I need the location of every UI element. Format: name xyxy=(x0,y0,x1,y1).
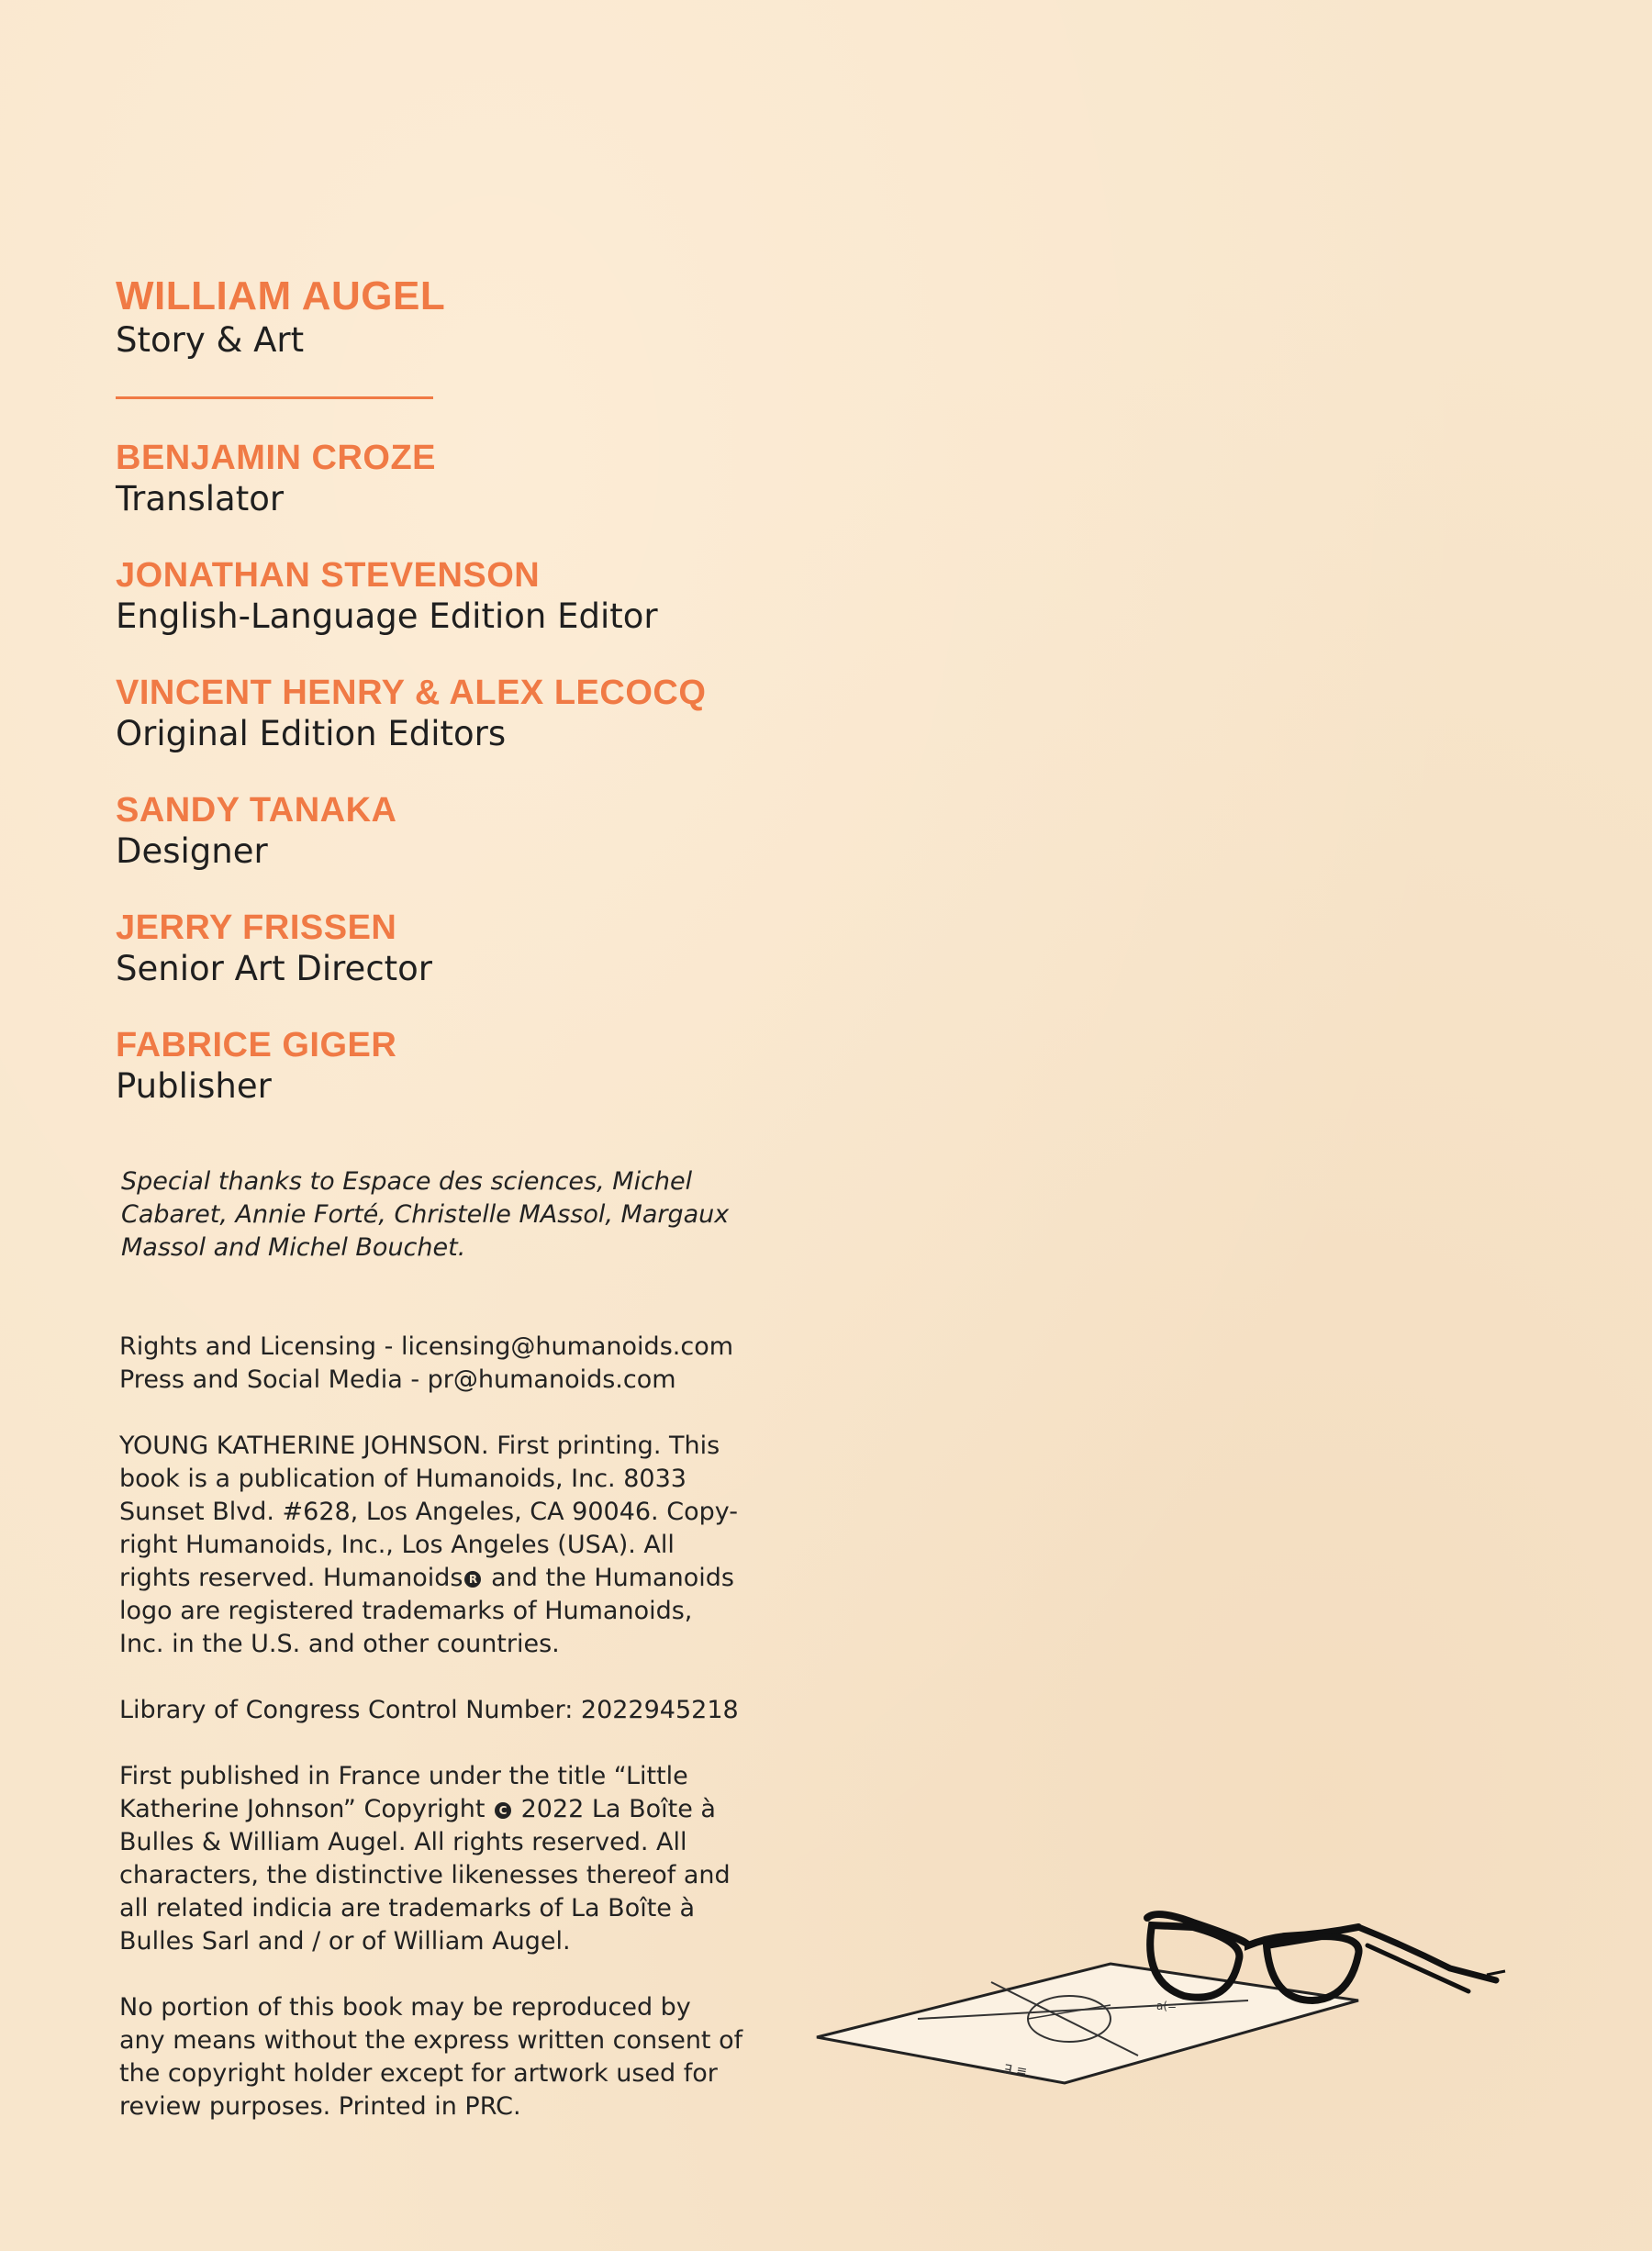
credit-role: Story & Art xyxy=(116,320,305,360)
lccn: Library of Congress Control Number: 2022945218 xyxy=(119,1696,739,1724)
credit-role: Publisher xyxy=(116,1066,272,1106)
svg-text:a(=: a(= xyxy=(1156,2000,1178,2012)
credit-story-art xyxy=(116,273,776,362)
credit-name: FABRICE GIGER xyxy=(116,1026,397,1064)
copyright-mark-icon: C xyxy=(495,1802,511,1819)
reproduction-notice: No portion of this book may be reproduced by any means without the express written consent of the copyright holder except for artwork used for review purposes. Printed in PRC. xyxy=(119,1993,743,2121)
registered-mark-icon: R xyxy=(464,1571,481,1588)
credit-publisher xyxy=(116,1025,776,1108)
credit-role: English-Language Edition Editor xyxy=(116,596,658,636)
credit-role: Original Edition Editors xyxy=(116,714,507,753)
credit-translator xyxy=(116,438,776,520)
credits-list xyxy=(116,273,776,1142)
first-published xyxy=(119,1760,743,1958)
special-thanks: Special thanks to Espace des sciences, Michel Cabaret, Annie Forté, Christelle MAssol, Margaux Massol and Michel Bouchet. xyxy=(121,1167,730,1262)
credit-english-editor xyxy=(116,555,776,638)
credit-role: Designer xyxy=(116,831,268,871)
publication-info xyxy=(119,1430,743,1661)
legal-notice xyxy=(119,1331,743,2156)
credit-art-director xyxy=(116,908,776,990)
credit-name: VINCENT HENRY & ALEX LECOCQ xyxy=(116,674,707,712)
svg-text:≡ E: ≡ E xyxy=(1002,2060,1029,2079)
credit-name: JERRY FRISSEN xyxy=(116,908,397,947)
rights-contact: Rights and Licensing - licensing@humanoids.com xyxy=(119,1332,734,1361)
credit-designer xyxy=(116,790,776,873)
press-contact: Press and Social Media - pr@humanoids.com xyxy=(119,1365,676,1394)
credit-name: BENJAMIN CROZE xyxy=(116,439,437,477)
credit-original-editors xyxy=(116,673,776,755)
publication-text: YOUNG KATHERINE JOHNSON. First printing. This book is a publication of Humanoids, Inc. 8033 Sunset Blvd. #628, Los Angeles, CA 90046. Copy-right Humanoids, Inc., Los Angeles (USA). All rights reserved. Humanoids xyxy=(119,1432,738,1592)
credit-role: Translator xyxy=(116,479,285,518)
first-published-text-cont: 2022 La Boîte à Bulles & William Augel. All rights reserved. All characters, the distinctive likenesses thereof and all related indicia are trademarks of La Boîte à Bulles Sarl and / or of William Augel. xyxy=(119,1795,731,1956)
credit-name: WILLIAM AUGEL xyxy=(116,273,446,318)
first-published-text: First published in France under the title “Little Katherine Johnson” Copyright xyxy=(119,1762,688,1823)
contact-info xyxy=(119,1331,743,1397)
credit-name: JONATHAN STEVENSON xyxy=(116,556,541,595)
credit-name: SANDY TANAKA xyxy=(116,791,397,830)
credit-role: Senior Art Director xyxy=(116,949,433,988)
glasses-on-diagram-icon xyxy=(808,1890,1542,2111)
publication-text-cont: and the Humanoids logo are registered trademarks of Humanoids, Inc. in the U.S. and other countries. xyxy=(119,1564,734,1658)
credits-divider xyxy=(116,396,433,399)
